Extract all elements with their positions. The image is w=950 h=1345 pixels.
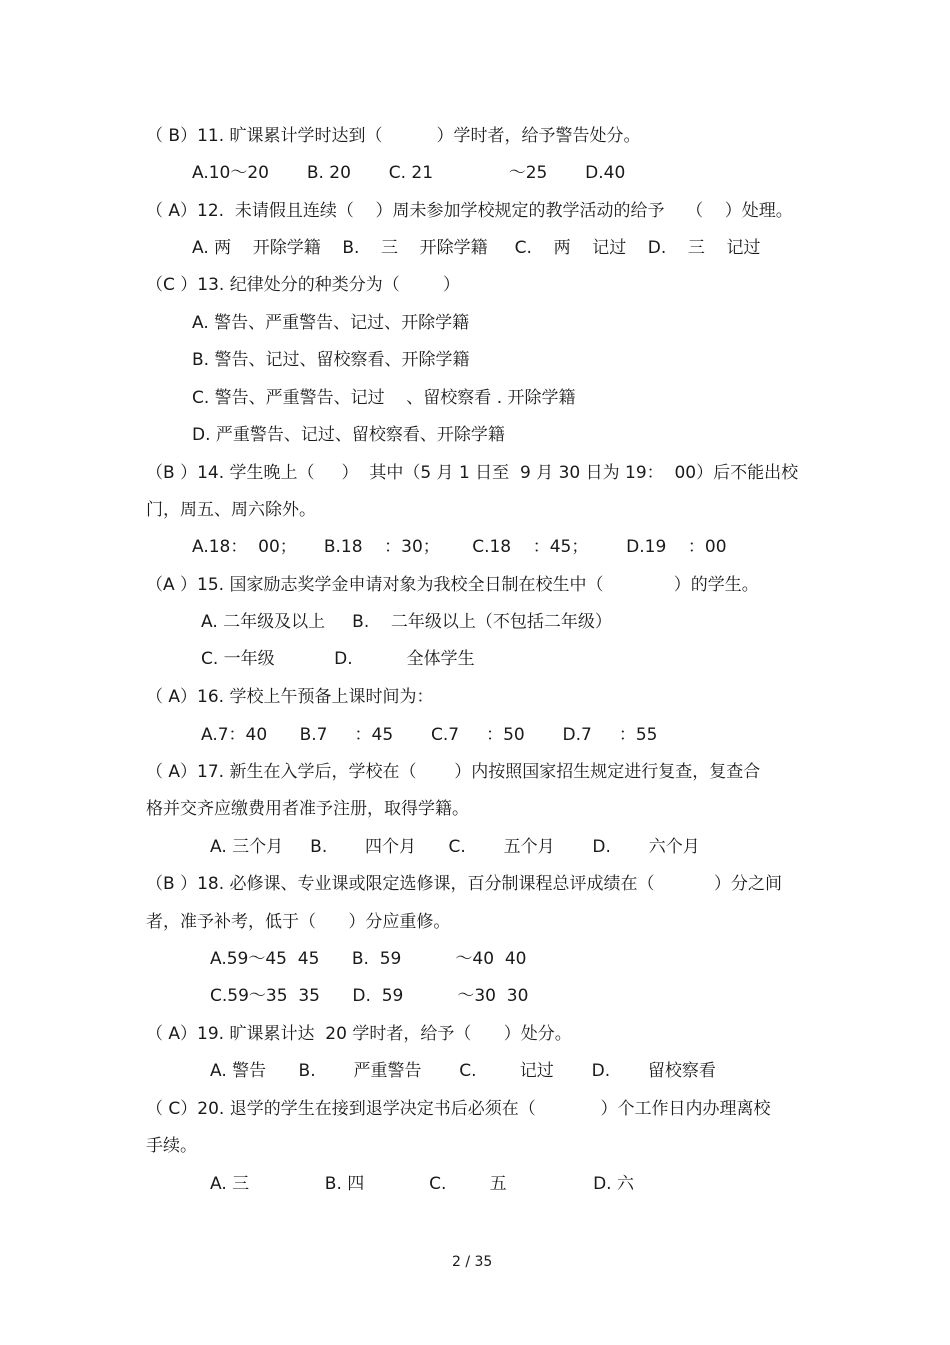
question-14: （B ）14. 学生晚上（ ） 其中（5 月 1 日至 9 月 30 日为 19： 00）后不能出校 [146,463,799,483]
question-19: （ A）19. 旷课累计达 20 学时者，给予（ ）处分。 [146,1024,572,1044]
question-18-options-ab: A.59～45 45 B. 59 ～40 40 [210,949,527,969]
question-18-options-cd: C.59～35 35 D. 59 ～30 30 [210,986,529,1006]
question-14-options: A.18： 00； B.18 ：30； C.18 ：45； D.19 ：00 [192,537,727,557]
question-16: （ A）16. 学校上午预备上课时间为： [146,687,434,707]
question-16-options: A.7：40 B.7 ：45 C.7 ：50 D.7 ：55 [201,725,658,745]
page-number: 2 / 35 [452,1254,493,1270]
question-19-options: A. 警告 B. 严重警告 C. 记过 D. 留校察看 [210,1061,716,1081]
question-14-continued: 门，周五、周六除外。 [146,500,316,520]
question-15: （A ）15. 国家励志奖学金申请对象为我校全日制在校生中（ ）的学生。 [146,575,759,595]
question-17-options: A. 三个月 B. 四个月 C. 五个月 D. 六个月 [210,837,700,857]
question-13: （C ）13. 纪律处分的种类分为（ ） [146,275,460,295]
question-11: （ B）11. 旷课累计学时达到（ ）学时者，给予警告处分。 [146,126,641,146]
question-11-options: A.10～20 B. 20 C. 21 ～25 D.40 [192,163,626,183]
question-18-continued: 者，准予补考，低于（ ）分应重修。 [146,912,451,932]
question-20-continued: 手续。 [146,1136,197,1156]
question-12-options: A. 两 开除学籍 B. 三 开除学籍 C. 两 记过 D. 三 记过 [192,238,761,258]
question-17: （ A）17. 新生在入学后，学校在（ ）内按照国家招生规定进行复查，复查合 [146,762,761,782]
question-20-options: A. 三 B. 四 C. 五 D. 六 [210,1174,634,1194]
question-13-option-b: B. 警告、记过、留校察看、开除学籍 [192,350,470,370]
question-13-option-c: C. 警告、严重警告、记过 、留校察看 . 开除学籍 [192,388,576,408]
question-20: （ C）20. 退学的学生在接到退学决定书后必须在（ ）个工作日内办理离校 [146,1099,771,1119]
question-13-option-d: D. 严重警告、记过、留校察看、开除学籍 [192,425,505,445]
question-13-option-a: A. 警告、严重警告、记过、开除学籍 [192,313,470,333]
question-18: （B ）18. 必修课、专业课或限定选修课，百分制课程总评成绩在（ ）分之间 [146,874,782,894]
question-12: （ A）12. 未请假且连续（ ）周未参加学校规定的教学活动的给予 （ ）处理。 [146,201,793,221]
question-15-options-cd: C. 一年级 D. 全体学生 [201,649,475,669]
question-17-continued: 格并交齐应缴费用者准予注册，取得学籍。 [146,799,469,819]
question-15-options-ab: A. 二年级及以上 B. 二年级以上（不包括二年级） [201,612,612,632]
